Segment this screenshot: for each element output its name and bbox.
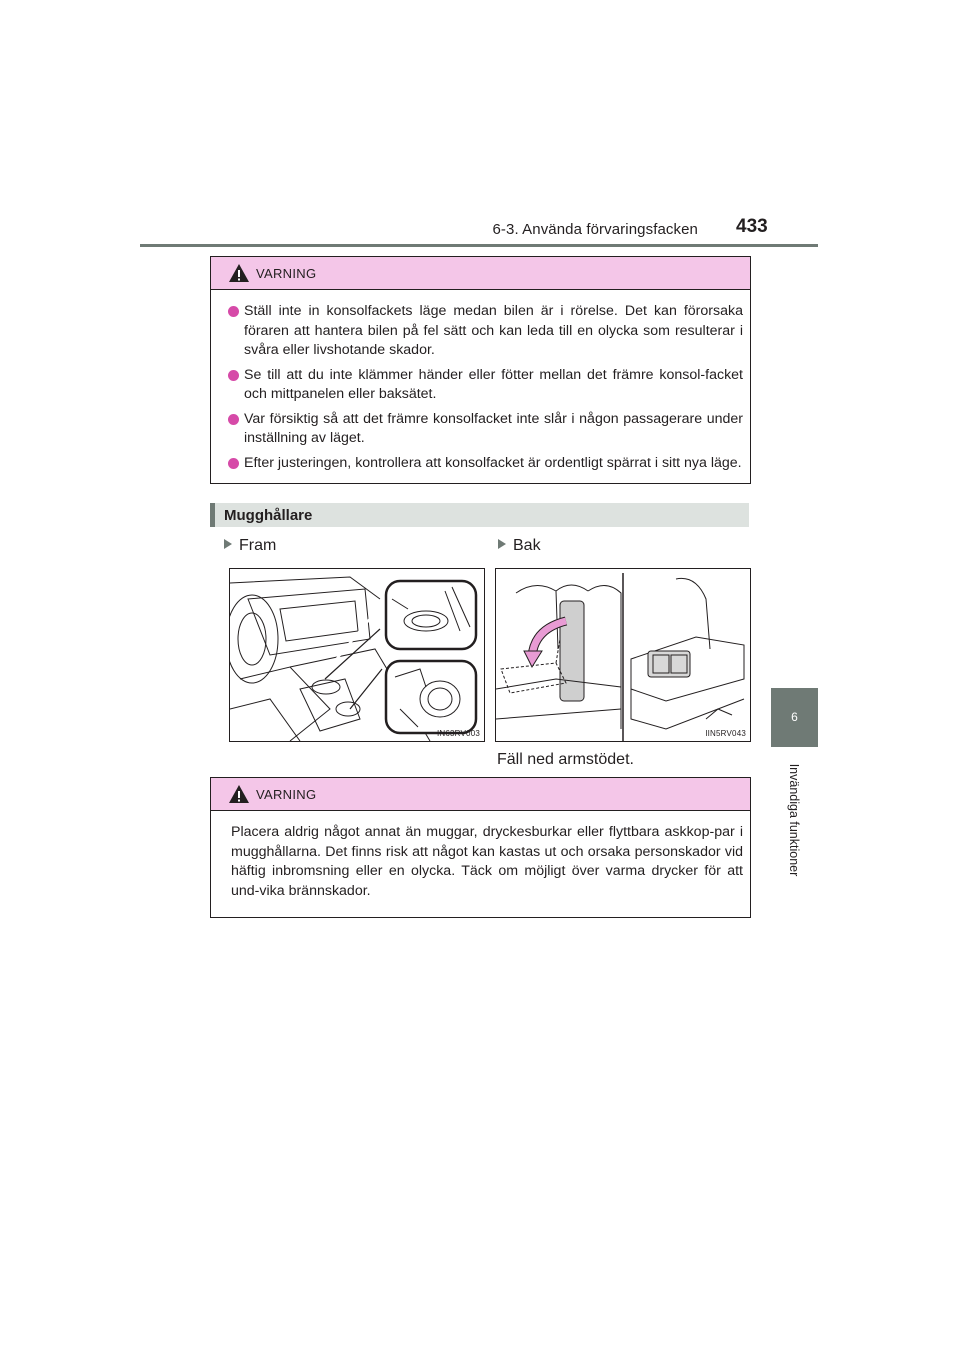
bullet-icon (228, 458, 239, 469)
figure-code: IIN5RV043 (705, 729, 746, 738)
warning-box-console (210, 256, 751, 484)
header-rule (140, 244, 818, 247)
warning-header (211, 257, 750, 290)
warning-list (228, 302, 743, 473)
warning-header (211, 778, 750, 811)
bullet-icon (228, 370, 239, 381)
warning-item-text: Se till att du inte klämmer händer eller fötter mellan det främre konsol-facket och mittpanelen eller baksätet. (244, 366, 743, 402)
front-label-text: Fram (239, 537, 277, 554)
page-number: 433 (736, 216, 768, 237)
front-cup-holder-illustration (229, 568, 485, 742)
bullet-icon (228, 306, 239, 317)
chapter-tab (771, 688, 818, 747)
rear-cup-holder-illustration (495, 568, 751, 742)
rear-label (498, 537, 541, 555)
section-heading-text: Mugghållare (224, 507, 313, 524)
warning-item-text: Efter justeringen, kontrollera att konsolfacket är ordentligt spärrat i sitt nya läge. (244, 454, 742, 471)
triangle-marker-icon (498, 539, 506, 549)
rear-label-text: Bak (513, 537, 541, 554)
warning-item (228, 366, 743, 405)
warning-body (211, 811, 750, 917)
warning-item (228, 302, 743, 361)
figure-code: IN63RV003 (436, 729, 480, 738)
bullet-icon (228, 414, 239, 425)
warning-triangle-icon (228, 784, 250, 804)
section-heading (210, 503, 749, 527)
warning-item (228, 410, 743, 449)
chapter-title: Invändiga funktioner (787, 763, 801, 877)
warning-title: VARNING (256, 266, 317, 281)
warning-item-text: Ställ inte in konsolfackets läge medan bilen är i rörelse. Det kan förorsaka föraren att hantera bilen på fel sätt och kan leda till en olycka som resulterar i svåra eller livshotande skador. (244, 303, 743, 358)
running-header-section: 6-3. Använda förvaringsfacken (492, 221, 698, 238)
warning-item-text: Var försiktig så att det främre konsolfacket inte slår i någon passagerare under inställning av läget. (244, 410, 743, 446)
warning-body (211, 290, 750, 483)
section-heading-bar (210, 503, 215, 527)
warning-item (228, 454, 743, 474)
warning-text: Placera aldrig något annat än muggar, dryckesburkar eller flyttbara askkop-par i mugghållarna. Det finns risk att något kan kastas ut och orsaka personskador vid häftig inbromsning eller en olycka. Täck om möjligt över varma drycker för att und-vika brännskador. (231, 824, 743, 899)
front-console-drawing (230, 569, 484, 741)
rear-armrest-drawing (496, 569, 750, 741)
front-label (224, 537, 276, 555)
warning-box-cup-holder (210, 777, 751, 918)
warning-triangle-icon (228, 263, 250, 283)
chapter-number: 6 (791, 710, 798, 724)
triangle-marker-icon (224, 539, 232, 549)
rear-caption: Fäll ned armstödet. (497, 751, 634, 768)
warning-title: VARNING (256, 787, 317, 802)
